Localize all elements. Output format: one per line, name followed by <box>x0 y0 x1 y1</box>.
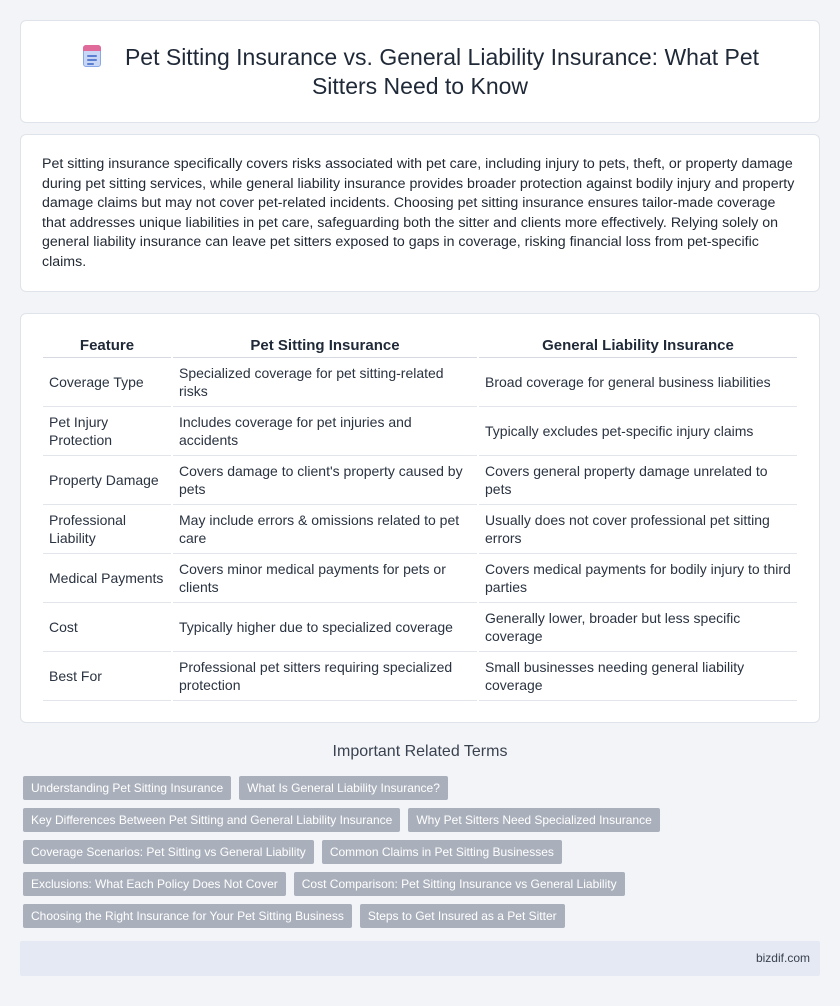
table-cell: Best For <box>43 652 171 701</box>
related-terms-heading: Important Related Terms <box>332 743 508 760</box>
document-icon <box>81 44 103 68</box>
related-term-tag[interactable]: Cost Comparison: Pet Sitting Insurance vs General Liability <box>294 872 625 896</box>
table-row <box>43 652 797 701</box>
table-cell: Property Damage <box>43 456 171 505</box>
related-term-tag[interactable]: Exclusions: What Each Policy Does Not Cover <box>23 872 286 896</box>
related-term-tag[interactable]: Coverage Scenarios: Pet Sitting vs General Liability <box>23 840 314 864</box>
related-term-tag[interactable]: Why Pet Sitters Need Specialized Insurance <box>408 808 659 832</box>
table-row <box>43 505 797 554</box>
column-header: General Liability Insurance <box>479 334 797 358</box>
related-term-tag[interactable]: Choosing the Right Insurance for Your Pet Sitting Business <box>23 904 352 928</box>
footer-site-link[interactable]: bizdif.com <box>755 951 810 965</box>
table-cell: Typically excludes pet-specific injury claims <box>479 407 797 456</box>
table-cell: Coverage Type <box>43 358 171 407</box>
related-term-tag[interactable]: Steps to Get Insured as a Pet Sitter <box>360 904 565 928</box>
related-term-tag[interactable]: What Is General Liability Insurance? <box>239 776 448 800</box>
tag-row <box>23 904 823 928</box>
table-cell: Pet Injury Protection <box>43 407 171 456</box>
table-cell: Includes coverage for pet injuries and accidents <box>173 407 477 456</box>
table-cell: Generally lower, broader but less specific coverage <box>479 603 797 652</box>
table-row <box>43 358 797 407</box>
related-term-tag[interactable]: Understanding Pet Sitting Insurance <box>23 776 231 800</box>
tag-row <box>23 808 823 832</box>
table-cell: Professional pet sitters requiring specialized protection <box>173 652 477 701</box>
footer <box>20 941 820 976</box>
title-wrap <box>61 43 779 101</box>
summary-card <box>20 134 820 292</box>
table-row <box>43 456 797 505</box>
tag-row <box>23 872 823 896</box>
table-cell: Professional Liability <box>43 505 171 554</box>
table-cell: Broad coverage for general business liabilities <box>479 358 797 407</box>
header-card <box>20 20 820 123</box>
related-terms-list <box>23 776 823 936</box>
related-term-tag[interactable]: Common Claims in Pet Sitting Businesses <box>322 840 562 864</box>
table-cell: Usually does not cover professional pet sitting errors <box>479 505 797 554</box>
comparison-card <box>20 313 820 723</box>
table-header-row <box>43 334 797 358</box>
tag-row <box>23 840 823 864</box>
table-row <box>43 407 797 456</box>
comparison-table <box>41 334 799 701</box>
table-cell: Typically higher due to specialized coverage <box>173 603 477 652</box>
table-cell: Covers medical payments for bodily injury to third parties <box>479 554 797 603</box>
table-cell: May include errors & omissions related to pet care <box>173 505 477 554</box>
table-cell: Small businesses needing general liability coverage <box>479 652 797 701</box>
page-title: Pet Sitting Insurance vs. General Liability Insurance: What Pet Sitters Need to Know <box>124 44 760 99</box>
column-header: Feature <box>43 334 171 358</box>
table-row <box>43 603 797 652</box>
table-cell: Cost <box>43 603 171 652</box>
table-cell: Medical Payments <box>43 554 171 603</box>
table-cell: Covers minor medical payments for pets or clients <box>173 554 477 603</box>
table-cell: Specialized coverage for pet sitting-related risks <box>173 358 477 407</box>
table-cell: Covers general property damage unrelated to pets <box>479 456 797 505</box>
table-cell: Covers damage to client's property caused by pets <box>173 456 477 505</box>
column-header: Pet Sitting Insurance <box>173 334 477 358</box>
related-term-tag[interactable]: Key Differences Between Pet Sitting and General Liability Insurance <box>23 808 400 832</box>
summary-text: Pet sitting insurance specifically covers risks associated with pet care, including injury to pets, theft, or property damage during pet sitting services, while general liability insurance provides broader protection against bodily injury and property damage claims but may not cover pet-related incidents. Choosing pet sitting insurance ensures tailor-made coverage that addresses unique liabilities in pet care, safeguarding both the sitter and clients more effectively. Relying solely on general liability insurance can leave pet sitters exposed to gaps in coverage, risking financial loss from pet-specific claims. <box>42 156 795 270</box>
table-row <box>43 554 797 603</box>
tag-row <box>23 776 823 800</box>
